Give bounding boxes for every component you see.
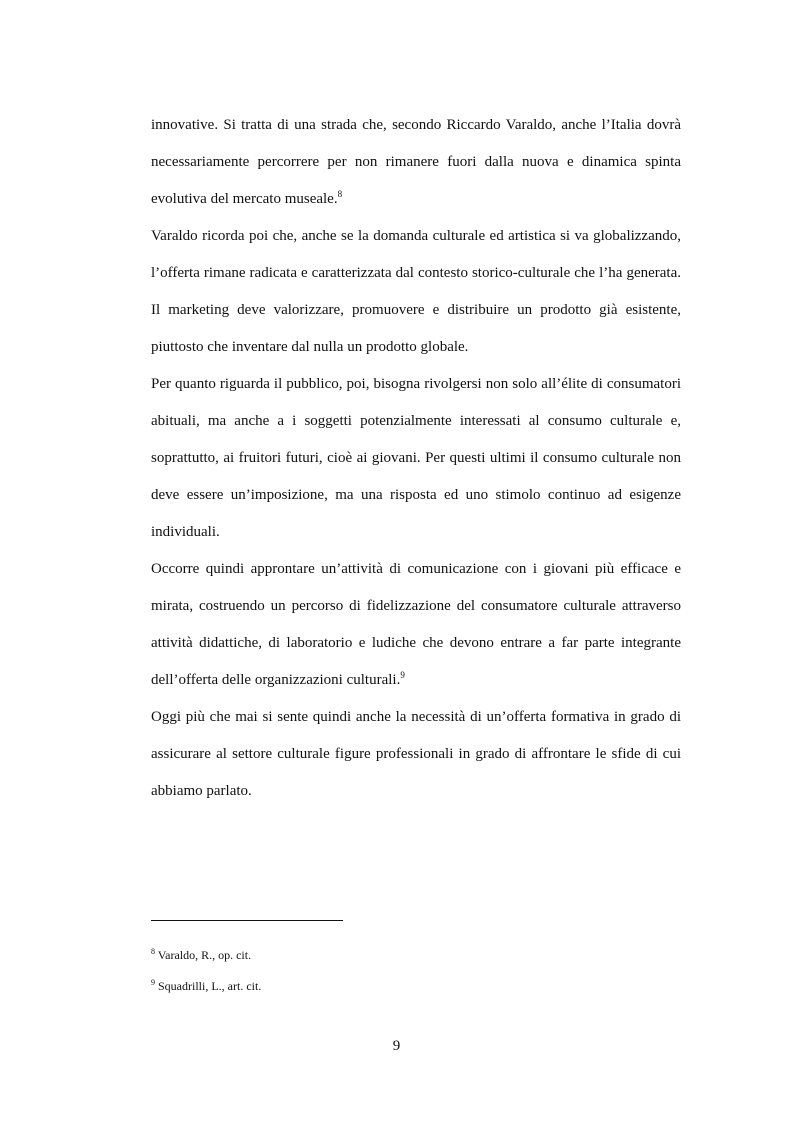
body-text — [151, 107, 681, 810]
footnote-9 — [151, 978, 261, 994]
footnote-9-number: 9 — [151, 978, 155, 987]
footnote-8 — [151, 947, 251, 963]
paragraph-3 — [151, 366, 681, 551]
paragraph-1-text: innovative. Si tratta di una strada che, secondo Riccardo Varaldo, anche l’Italia dovrà necessariamente percorrere per non rimanere fuori dalla nuova e dinamica spinta evolutiva del mercato museale. — [151, 117, 681, 207]
paragraph-3-text: Per quanto riguarda il pubblico, poi, bisogna rivolgersi non solo all’élite di consumatori abituali, ma anche a i soggetti potenzialmente interessati al consumo culturale e, soprattutto, ai fruitori futuri, cioè ai giovani. Per questi ultimi il consumo culturale non deve essere un’imposizione, ma una risposta ed uno stimolo continuo ad esigenze individuali. — [151, 376, 681, 540]
paragraph-1 — [151, 107, 681, 218]
footnote-8-text: Varaldo, R., op. cit. — [155, 948, 252, 962]
paragraph-2 — [151, 218, 681, 366]
footnote-8-number: 8 — [151, 947, 155, 956]
paragraph-4-text: Occorre quindi approntare un’attività di comunicazione con i giovani più efficace e mirata, costruendo un percorso di fidelizzazione del consumatore culturale attraverso attività didattiche, di laboratorio e ludiche che devono entrare a far parte integrante dell’offerta delle organizzazioni culturali. — [151, 561, 681, 688]
footnote-9-text: Squadrilli, L., art. cit. — [155, 979, 262, 993]
paragraph-5-text: Oggi più che mai si sente quindi anche la necessità di un’offerta formativa in grado di assicurare al settore culturale figure professionali in grado di affrontare le sfide di cui abbiamo parlato. — [151, 709, 681, 799]
footnote-ref-9[interactable]: 9 — [400, 670, 405, 680]
paragraph-4 — [151, 551, 681, 699]
footnote-separator — [151, 920, 343, 921]
footnote-ref-8[interactable]: 8 — [337, 189, 343, 199]
page-number: 9 — [392, 1038, 401, 1054]
paragraph-2-text: Varaldo ricorda poi che, anche se la domanda culturale ed artistica si va globalizzando, l’offerta rimane radicata e caratterizzata dal contesto storico-culturale che l’ha generata. Il marketing deve valorizzare, promuovere e distribuire un prodotto già esistente, piuttosto che inventare dal nulla un prodotto globale. — [151, 228, 681, 355]
paragraph-5 — [151, 699, 681, 810]
